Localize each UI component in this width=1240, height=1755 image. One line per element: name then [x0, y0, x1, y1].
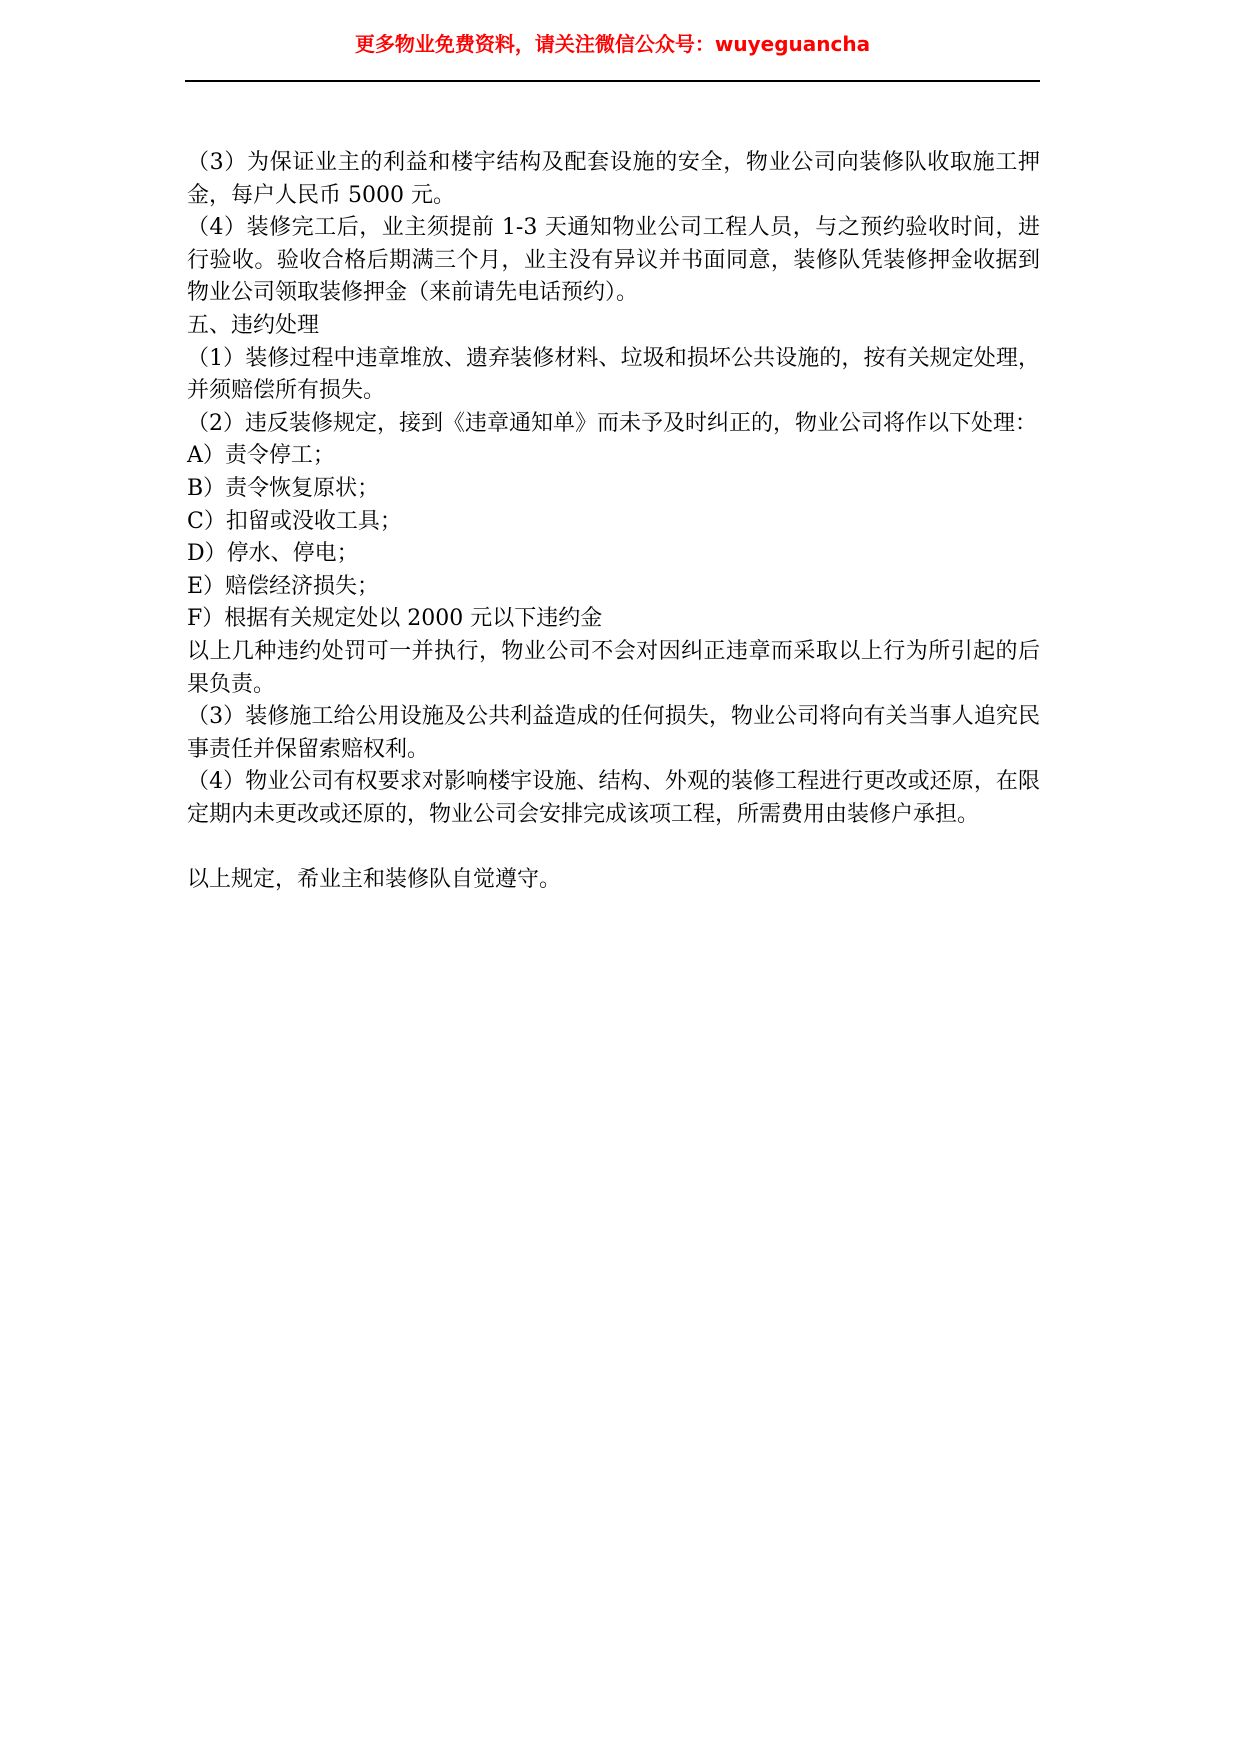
- penalty-item-b: B）责令恢复原状；: [187, 475, 380, 501]
- clause-3-deposit: （3）为保证业主的利益和楼宇结构及配套设施的安全，物业公司向装修队收取施工押金，每户人民币 5000 元。: [187, 150, 1040, 208]
- penalty-item-d: D）停水、停电；: [187, 541, 359, 567]
- closing-statement: 以上规定，希业主和装修队自觉遵守。: [187, 867, 562, 893]
- violation-clause-4: （4）物业公司有权要求对影响楼宇设施、结构、外观的装修工程进行更改或还原，在限定期内未更改或还原的，物业公司会安排完成该项工程，所需费用由装修户承担。: [187, 769, 1040, 827]
- violation-clause-2: （2）违反装修规定，接到《违章通知单》而未予及时纠正的，物业公司将作以下处理：: [187, 410, 1037, 436]
- violation-clause-3: （3）装修施工给公用设施及公共利益造成的任何损失，物业公司将向有关当事人追究民事责任并保留索赔权利。: [187, 704, 1040, 762]
- page-header-notice: 更多物业免费资料，请关注微信公众号：wuyeguancha: [354, 32, 871, 56]
- penalty-item-f: F）根据有关规定处以 2000 元以下违约金: [187, 606, 603, 632]
- blank-line: [187, 831, 1040, 864]
- penalty-summary: 以上几种违约处罚可一并执行，物业公司不会对因纠正违章而采取以上行为所引起的后果负责。: [187, 638, 1040, 697]
- header-divider: [185, 80, 1040, 82]
- violation-clause-1: （1）装修过程中违章堆放、遗弃装修材料、垃圾和损坏公共设施的，按有关规定处理，并须赔偿所有损失。: [187, 345, 1040, 404]
- document-body: [187, 147, 1040, 897]
- penalty-item-c: C）扣留或没收工具；: [187, 508, 402, 534]
- section-heading-violations: 五、违约处理: [187, 312, 320, 338]
- clause-4-inspection: （4）装修完工后，业主须提前 1-3 天通知物业公司工程人员，与之预约验收时间，进行验收。验收合格后期满三个月，业主没有异议并书面同意，装修队凭装修押金收据到物业公司领取装修押金（来前请先电话预约）。: [187, 215, 1040, 306]
- penalty-item-a: A）责令停工；: [187, 443, 335, 469]
- penalty-item-e: E）赔偿经济损失；: [187, 573, 380, 599]
